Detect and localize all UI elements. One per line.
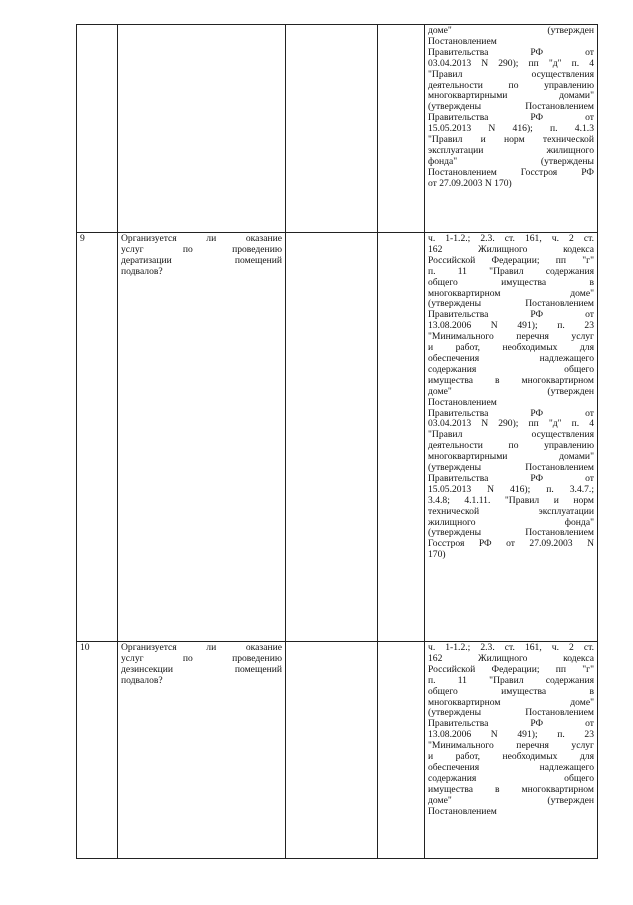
legal-reference-cell	[425, 642, 598, 859]
text-line: Российской Федерации; пп "г"	[428, 663, 594, 675]
text-line: ч. 1-1.2.; 2.3. ст. 161, ч. 2 ст.	[428, 233, 594, 244]
text-line: обеспечения надлежащего	[428, 761, 594, 773]
text-line: имущества в многоквартирном	[428, 783, 594, 795]
text-line: 03.04.2013 N 290); пп "д" п. 4	[428, 57, 594, 69]
text-line: общего имущества в	[428, 685, 594, 697]
text-line: Российской Федерации; пп "г"	[428, 254, 594, 266]
text-line: доме" (утвержден	[428, 794, 594, 806]
text-line: 15.05.2013 N 416); п. 4.1.3	[428, 123, 594, 135]
question-cell	[118, 233, 286, 642]
text-line: (утверждены Постановлением	[428, 527, 594, 539]
text-line: ч. 1-1.2.; 2.3. ст. 161, ч. 2 ст.	[428, 642, 594, 653]
text-line: Постановлением	[428, 396, 497, 408]
text-line: Постановлением	[428, 35, 497, 47]
text-line: "Минимального перечня услуг	[428, 740, 594, 752]
text-line: эксплуатации жилищного	[428, 144, 594, 156]
text-line: Правительства РФ от	[428, 112, 594, 124]
table-row	[77, 642, 598, 859]
text-line: 13.08.2006 N 491); п. 23	[428, 729, 594, 741]
text-line: услуг по проведению	[121, 243, 282, 255]
text-line: подвалов?	[121, 674, 163, 686]
empty-cell	[286, 642, 378, 859]
text-line: имущества в многоквартирном	[428, 374, 594, 386]
text-line: обеспечения надлежащего	[428, 352, 594, 364]
row-number-cell	[77, 25, 118, 233]
checklist-table	[76, 24, 598, 859]
text-line: Правительства РФ от	[428, 472, 594, 484]
text-line: фонда" (утверждены	[428, 155, 594, 167]
text-line: 162 Жилищного кодекса	[428, 243, 594, 255]
text-line: Правительства РФ от	[428, 407, 594, 419]
text-line: от 27.09.2003 N 170)	[428, 177, 512, 189]
text-line: многоквартирными домами"	[428, 451, 594, 463]
checklist-table-body	[77, 25, 598, 859]
text-line: технической эксплуатации	[428, 505, 594, 517]
text-line: 13.08.2006 N 491); п. 23	[428, 320, 594, 332]
text-line: "Правил и норм технической	[428, 134, 594, 146]
row-number: 10	[80, 642, 90, 653]
text-line: "Правил осуществления	[428, 429, 594, 441]
empty-cell	[378, 642, 425, 859]
text-line: доме" (утвержден	[428, 385, 594, 397]
legal-reference-cell	[425, 25, 598, 233]
text-line: (утверждены Постановлением	[428, 101, 594, 113]
empty-cell	[286, 233, 378, 642]
row-number-cell	[77, 642, 118, 859]
empty-cell	[378, 233, 425, 642]
text-line: 03.04.2013 N 290); пп "д" п. 4	[428, 418, 594, 430]
text-line: содержания общего	[428, 363, 594, 375]
empty-cell	[378, 25, 425, 233]
text-line: и работ, необходимых для	[428, 342, 594, 354]
text-line: многоквартирном доме"	[428, 287, 594, 299]
row-number: 9	[80, 233, 85, 244]
text-line: Правительства РФ от	[428, 718, 594, 730]
text-line: 15.05.2013 N 416); п. 3.4.7.;	[428, 483, 594, 495]
text-line: жилищного фонда"	[428, 516, 594, 528]
text-line: услуг по проведению	[121, 652, 282, 664]
text-line: (утверждены Постановлением	[428, 462, 594, 474]
text-line: (утверждены Постановлением	[428, 298, 594, 310]
question-cell	[118, 25, 286, 233]
text-line: "Минимального перечня услуг	[428, 331, 594, 343]
text-line: (утверждены Постановлением	[428, 707, 594, 719]
text-line: Организуется ли оказание	[121, 233, 282, 244]
text-line: 3.4.8; 4.1.11. "Правил и норм	[428, 494, 594, 506]
text-line: Постановлением Госстроя РФ	[428, 166, 594, 178]
text-line: Госстроя РФ от 27.09.2003 N	[428, 538, 594, 550]
legal-reference-cell	[425, 233, 598, 642]
text-line: Правительства РФ от	[428, 309, 594, 321]
text-line: многоквартирном доме"	[428, 696, 594, 708]
text-line: многоквартирными домами"	[428, 90, 594, 102]
text-line: дератизации помещений	[121, 254, 282, 266]
text-line: доме" (утвержден	[428, 25, 594, 36]
table-row	[77, 25, 598, 233]
table-row	[77, 233, 598, 642]
question-cell	[118, 642, 286, 859]
text-line: Постановлением	[428, 805, 497, 817]
text-line: содержания общего	[428, 772, 594, 784]
text-line: п. 11 "Правил содержания	[428, 674, 594, 686]
text-line: и работ, необходимых для	[428, 751, 594, 763]
text-line: общего имущества в	[428, 276, 594, 288]
row-number-cell	[77, 233, 118, 642]
empty-cell	[286, 25, 378, 233]
text-line: Правительства РФ от	[428, 46, 594, 58]
text-line: 170)	[428, 549, 446, 561]
text-line: Организуется ли оказание	[121, 642, 282, 653]
text-line: п. 11 "Правил содержания	[428, 265, 594, 277]
text-line: подвалов?	[121, 265, 163, 277]
text-line: 162 Жилищного кодекса	[428, 652, 594, 664]
text-line: деятельности по управлению	[428, 79, 594, 91]
text-line: деятельности по управлению	[428, 440, 594, 452]
text-line: дезинсекции помещений	[121, 663, 282, 675]
text-line: "Правил осуществления	[428, 68, 594, 80]
